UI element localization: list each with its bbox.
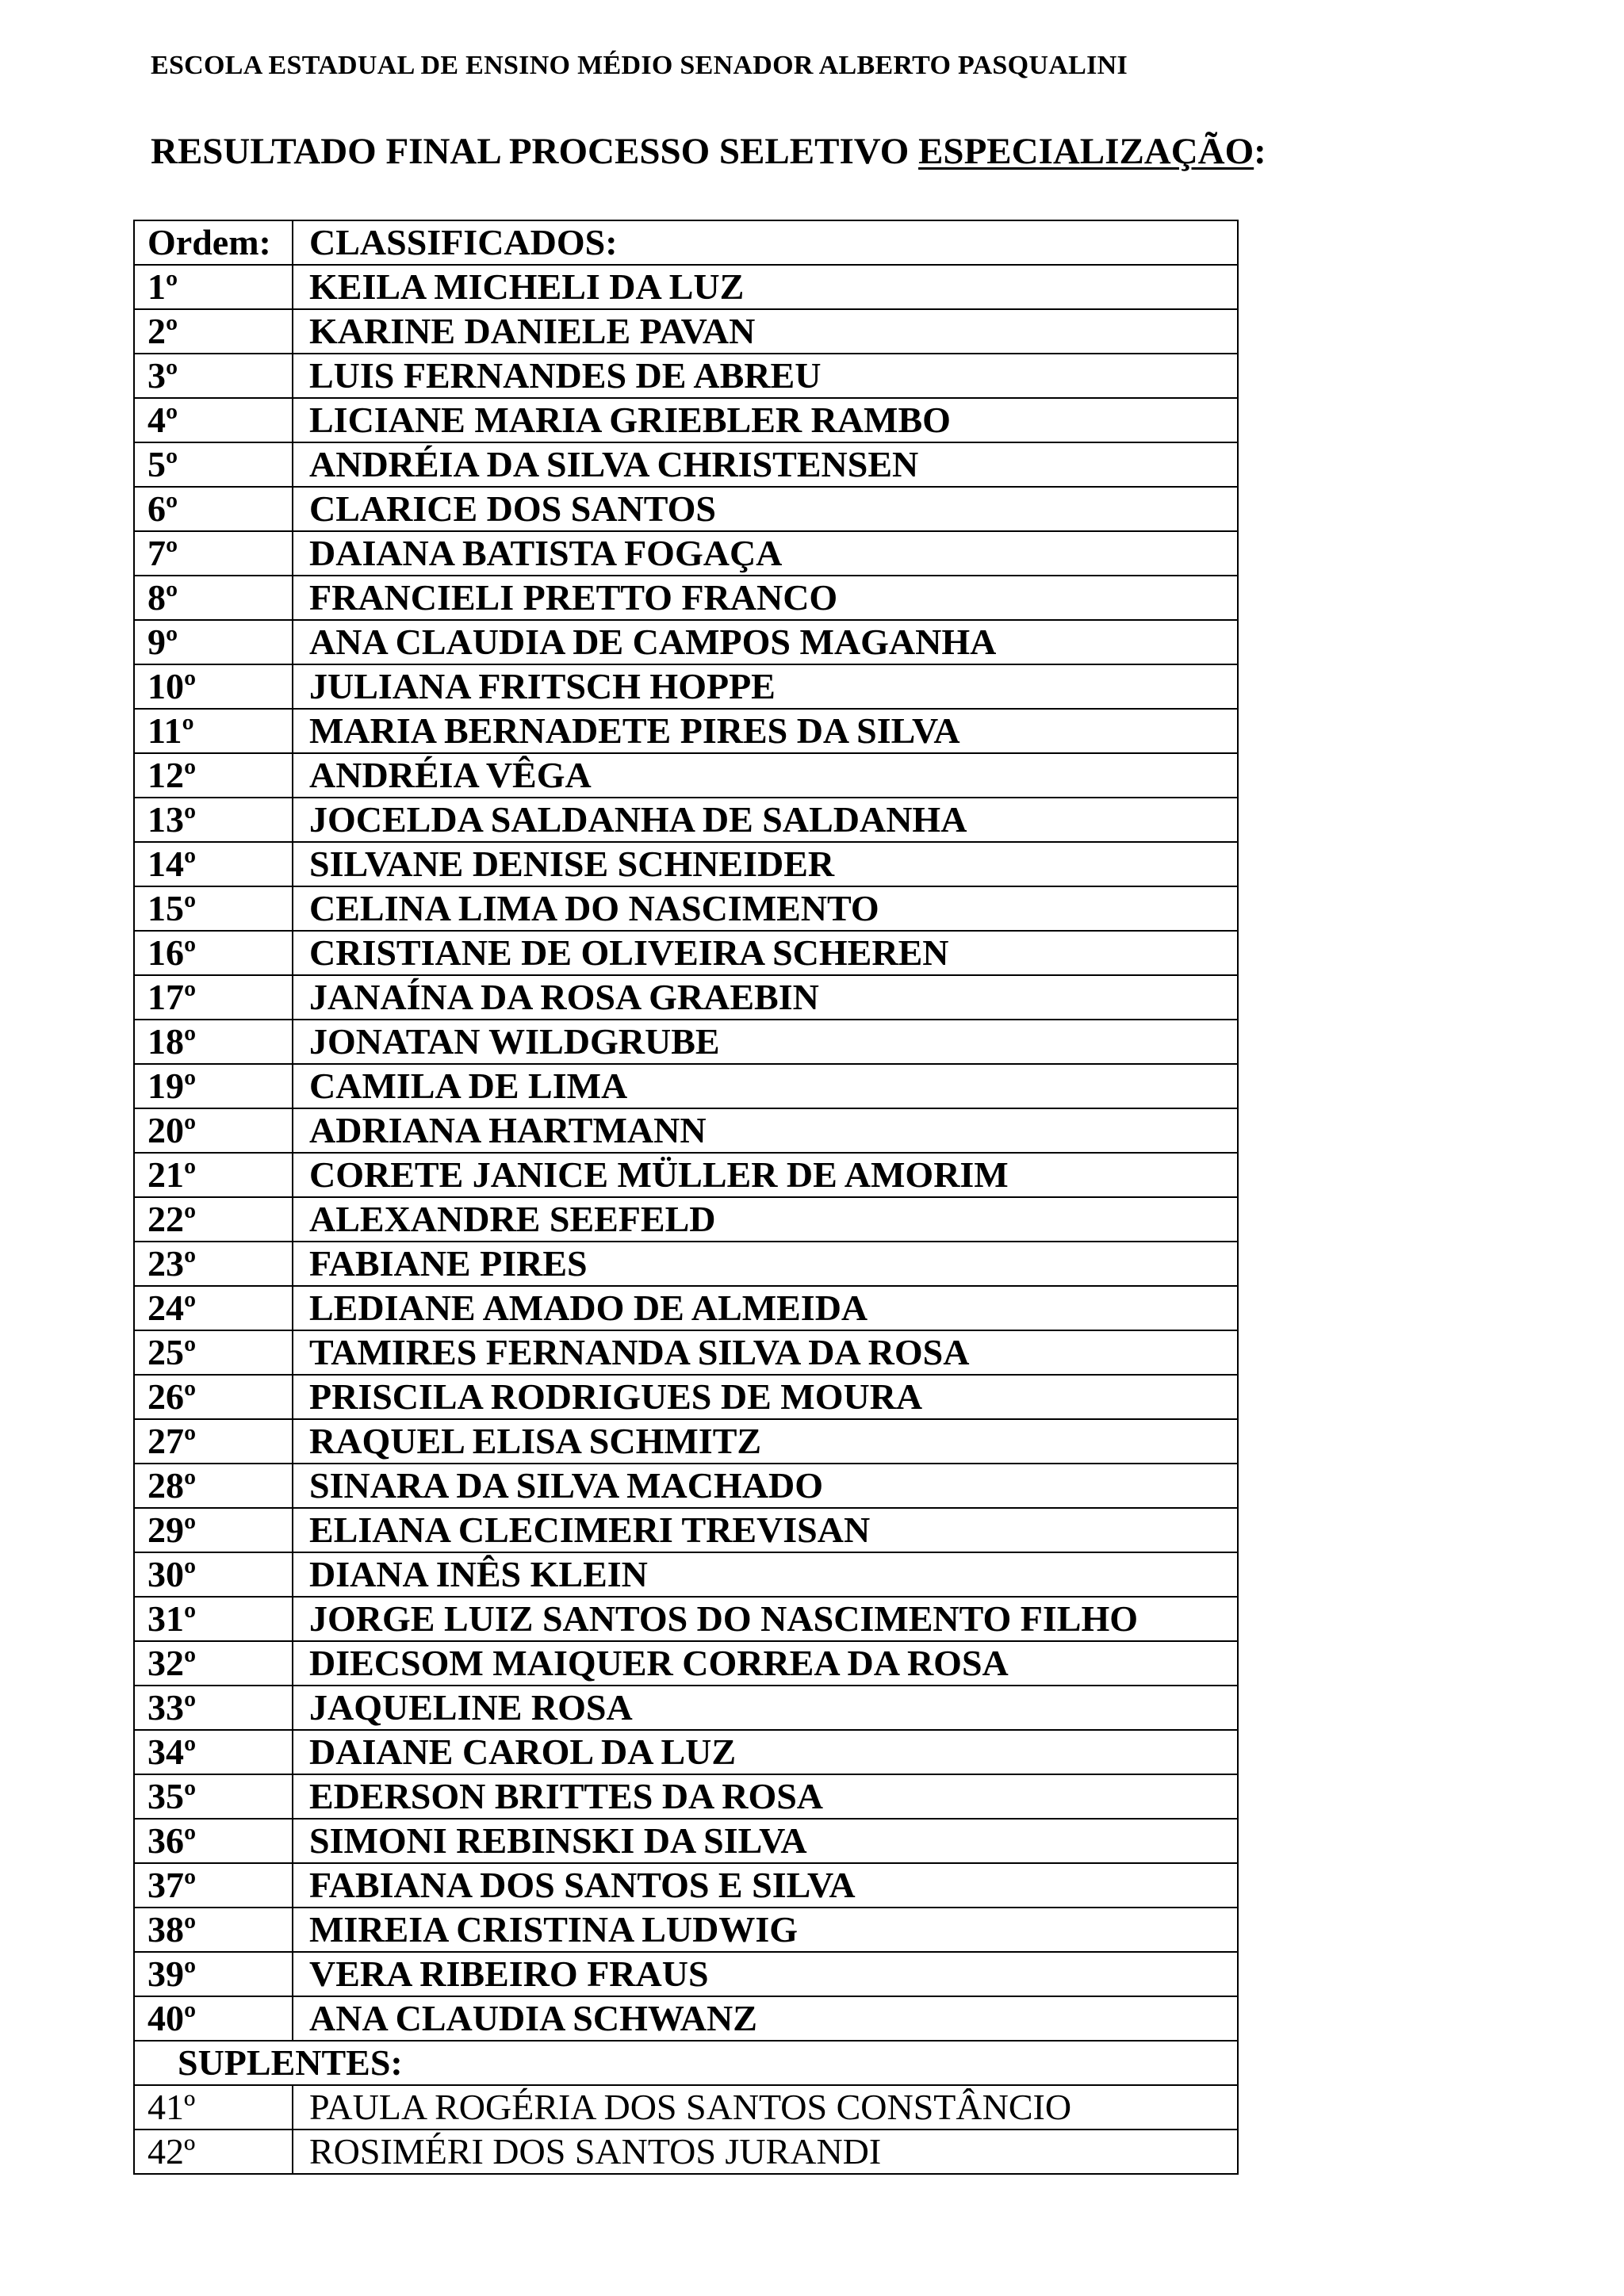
candidate-name-cell: DAIANA BATISTA FOGAÇA <box>293 531 1238 576</box>
table-row <box>134 798 1238 842</box>
rank-cell: 14º <box>134 842 293 886</box>
candidate-name-cell: DIANA INÊS KLEIN <box>293 1552 1238 1597</box>
rank-cell: 15º <box>134 886 293 931</box>
rank-cell: 34º <box>134 1730 293 1774</box>
candidate-name-cell: ALEXANDRE SEEFELD <box>293 1197 1238 1242</box>
candidate-name-cell: LEDIANE AMADO DE ALMEIDA <box>293 1286 1238 1330</box>
table-header-row <box>134 220 1238 265</box>
rank-cell: 18º <box>134 1020 293 1064</box>
candidate-name-cell: CAMILA DE LIMA <box>293 1064 1238 1108</box>
table-row <box>134 1286 1238 1330</box>
rank-cell: 41º <box>134 2085 293 2130</box>
table-row <box>134 931 1238 975</box>
candidate-name-cell: JAQUELINE ROSA <box>293 1686 1238 1730</box>
rank-cell: 9º <box>134 620 293 664</box>
rank-cell: 27º <box>134 1419 293 1464</box>
column-header-ordem: Ordem: <box>134 220 293 265</box>
candidate-name-cell: EDERSON BRITTES DA ROSA <box>293 1774 1238 1819</box>
table-row <box>134 1641 1238 1686</box>
candidate-name-cell: JANAÍNA DA ROSA GRAEBIN <box>293 975 1238 1020</box>
table-row <box>134 2085 1238 2130</box>
table-row <box>134 309 1238 354</box>
candidate-name-cell: SINARA DA SILVA MACHADO <box>293 1464 1238 1508</box>
rank-cell: 5º <box>134 442 293 487</box>
table-row <box>134 1863 1238 1908</box>
table-row <box>134 1375 1238 1419</box>
table-row <box>134 1774 1238 1819</box>
candidate-name-cell: CORETE JANICE MÜLLER DE AMORIM <box>293 1153 1238 1197</box>
candidate-name-cell: CLARICE DOS SANTOS <box>293 487 1238 531</box>
table-row <box>134 1020 1238 1064</box>
candidate-name-cell: PRISCILA RODRIGUES DE MOURA <box>293 1375 1238 1419</box>
table-row <box>134 531 1238 576</box>
table-row <box>134 1064 1238 1108</box>
table-row <box>134 1197 1238 1242</box>
candidate-name-cell: KEILA MICHELI DA LUZ <box>293 265 1238 309</box>
candidate-name-cell: TAMIRES FERNANDA SILVA DA ROSA <box>293 1330 1238 1375</box>
table-row <box>134 1242 1238 1286</box>
rank-cell: 19º <box>134 1064 293 1108</box>
table-row <box>134 442 1238 487</box>
table-row <box>134 1597 1238 1641</box>
rank-cell: 6º <box>134 487 293 531</box>
rank-cell: 17º <box>134 975 293 1020</box>
rank-cell: 29º <box>134 1508 293 1552</box>
candidate-name-cell: JOCELDA SALDANHA DE SALDANHA <box>293 798 1238 842</box>
rank-cell: 7º <box>134 531 293 576</box>
candidate-name-cell: PAULA ROGÉRIA DOS SANTOS CONSTÂNCIO <box>293 2085 1238 2130</box>
candidate-name-cell: CRISTIANE DE OLIVEIRA SCHEREN <box>293 931 1238 975</box>
candidate-name-cell: MARIA BERNADETE PIRES DA SILVA <box>293 709 1238 753</box>
rank-cell: 12º <box>134 753 293 798</box>
column-header-classificados: CLASSIFICADOS: <box>293 220 1238 265</box>
table-row <box>134 709 1238 753</box>
candidate-name-cell: LICIANE MARIA GRIEBLER RAMBO <box>293 398 1238 442</box>
table-row <box>134 398 1238 442</box>
rank-cell: 13º <box>134 798 293 842</box>
rank-cell: 32º <box>134 1641 293 1686</box>
table-row <box>134 2130 1238 2174</box>
title-suffix: : <box>1254 131 1266 172</box>
results-table-body <box>134 220 1238 2174</box>
rank-cell: 8º <box>134 576 293 620</box>
candidate-name-cell: JULIANA FRITSCH HOPPE <box>293 664 1238 709</box>
rank-cell: 31º <box>134 1597 293 1641</box>
suplentes-section-row <box>134 2041 1238 2085</box>
candidate-name-cell: ELIANA CLECIMERI TREVISAN <box>293 1508 1238 1552</box>
table-row <box>134 975 1238 1020</box>
candidate-name-cell: CELINA LIMA DO NASCIMENTO <box>293 886 1238 931</box>
rank-cell: 33º <box>134 1686 293 1730</box>
table-row <box>134 354 1238 398</box>
table-row <box>134 265 1238 309</box>
rank-cell: 40º <box>134 1996 293 2041</box>
table-row <box>134 1552 1238 1597</box>
candidate-name-cell: ANA CLAUDIA DE CAMPOS MAGANHA <box>293 620 1238 664</box>
rank-cell: 36º <box>134 1819 293 1863</box>
table-row <box>134 1108 1238 1153</box>
table-row <box>134 1153 1238 1197</box>
table-row <box>134 664 1238 709</box>
suplentes-label: SUPLENTES: <box>134 2041 1238 2085</box>
table-row <box>134 487 1238 531</box>
candidate-name-cell: MIREIA CRISTINA LUDWIG <box>293 1908 1238 1952</box>
school-name: ESCOLA ESTADUAL DE ENSINO MÉDIO SENADOR ALBERTO PASQUALINI <box>151 51 1128 80</box>
table-row <box>134 886 1238 931</box>
candidate-name-cell: ANA CLAUDIA SCHWANZ <box>293 1996 1238 2041</box>
rank-cell: 30º <box>134 1552 293 1597</box>
candidate-name-cell: ADRIANA HARTMANN <box>293 1108 1238 1153</box>
rank-cell: 16º <box>134 931 293 975</box>
candidate-name-cell: KARINE DANIELE PAVAN <box>293 309 1238 354</box>
page-title <box>151 130 1266 173</box>
rank-cell: 21º <box>134 1153 293 1197</box>
rank-cell: 26º <box>134 1375 293 1419</box>
candidate-name-cell: SIMONI REBINSKI DA SILVA <box>293 1819 1238 1863</box>
candidate-name-cell: FABIANE PIRES <box>293 1242 1238 1286</box>
rank-cell: 37º <box>134 1863 293 1908</box>
rank-cell: 4º <box>134 398 293 442</box>
candidate-name-cell: VERA RIBEIRO FRAUS <box>293 1952 1238 1996</box>
candidate-name-cell: DAIANE CAROL DA LUZ <box>293 1730 1238 1774</box>
table-row <box>134 1464 1238 1508</box>
candidate-name-cell: ANDRÉIA DA SILVA CHRISTENSEN <box>293 442 1238 487</box>
table-row <box>134 1819 1238 1863</box>
rank-cell: 10º <box>134 664 293 709</box>
table-row <box>134 1730 1238 1774</box>
rank-cell: 35º <box>134 1774 293 1819</box>
candidate-name-cell: JONATAN WILDGRUBE <box>293 1020 1238 1064</box>
table-row <box>134 1908 1238 1952</box>
candidate-name-cell: FABIANA DOS SANTOS E SILVA <box>293 1863 1238 1908</box>
rank-cell: 1º <box>134 265 293 309</box>
table-row <box>134 1686 1238 1730</box>
rank-cell: 22º <box>134 1197 293 1242</box>
candidate-name-cell: FRANCIELI PRETTO FRANCO <box>293 576 1238 620</box>
table-row <box>134 1508 1238 1552</box>
candidate-name-cell: JORGE LUIZ SANTOS DO NASCIMENTO FILHO <box>293 1597 1238 1641</box>
table-row <box>134 576 1238 620</box>
table-row <box>134 842 1238 886</box>
rank-cell: 24º <box>134 1286 293 1330</box>
table-row <box>134 1996 1238 2041</box>
rank-cell: 38º <box>134 1908 293 1952</box>
table-row <box>134 1952 1238 1996</box>
rank-cell: 42º <box>134 2130 293 2174</box>
rank-cell: 11º <box>134 709 293 753</box>
rank-cell: 28º <box>134 1464 293 1508</box>
title-prefix: RESULTADO FINAL PROCESSO SELETIVO <box>151 131 919 172</box>
candidate-name-cell: ROSIMÉRI DOS SANTOS JURANDI <box>293 2130 1238 2174</box>
table-row <box>134 1419 1238 1464</box>
table-row <box>134 1330 1238 1375</box>
candidate-name-cell: RAQUEL ELISA SCHMITZ <box>293 1419 1238 1464</box>
candidate-name-cell: DIECSOM MAIQUER CORREA DA ROSA <box>293 1641 1238 1686</box>
table-row <box>134 753 1238 798</box>
rank-cell: 23º <box>134 1242 293 1286</box>
results-table <box>133 220 1239 2175</box>
candidate-name-cell: LUIS FERNANDES DE ABREU <box>293 354 1238 398</box>
title-underlined: ESPECIALIZAÇÃO <box>918 131 1254 172</box>
rank-cell: 39º <box>134 1952 293 1996</box>
rank-cell: 25º <box>134 1330 293 1375</box>
candidate-name-cell: ANDRÉIA VÊGA <box>293 753 1238 798</box>
candidate-name-cell: SILVANE DENISE SCHNEIDER <box>293 842 1238 886</box>
rank-cell: 3º <box>134 354 293 398</box>
table-row <box>134 620 1238 664</box>
rank-cell: 20º <box>134 1108 293 1153</box>
rank-cell: 2º <box>134 309 293 354</box>
